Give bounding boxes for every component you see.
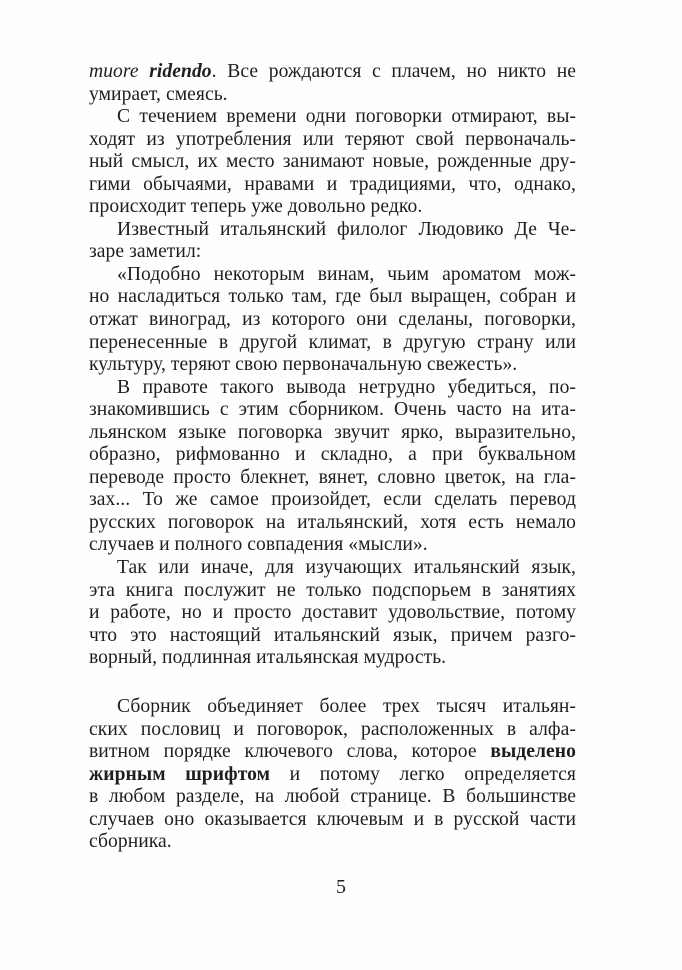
text-line bbox=[89, 196, 576, 219]
text-segment: ских пословиц и поговорок, расположенных в алфа- bbox=[89, 718, 576, 740]
text-line bbox=[89, 129, 576, 152]
text-segment: русских поговорок на итальянский, хотя есть немало bbox=[89, 511, 576, 533]
text-line bbox=[89, 512, 576, 535]
text-line bbox=[89, 241, 576, 264]
text-line bbox=[89, 831, 576, 854]
text-line bbox=[89, 219, 576, 242]
text-segment: переводе просто блекнет, вянет, словно цветок, на гла- bbox=[89, 466, 576, 488]
text-line bbox=[89, 809, 576, 832]
text-segment: . Все рождаются с плачем, но никто не bbox=[211, 61, 576, 82]
emphasized-text: выделено bbox=[490, 741, 576, 763]
text-segment: случаев оно оказывается ключевым и в русской части bbox=[89, 808, 576, 830]
text-segment: ный смысл, их место занимают новые, рожденные дру- bbox=[89, 151, 576, 173]
text-segment: Так или иначе, для изучающих итальянский язык, bbox=[117, 557, 576, 579]
text-line bbox=[89, 534, 576, 557]
text-block-collection-description bbox=[89, 696, 576, 854]
text-segment: эта книга послужит не только подспорьем в занятиях bbox=[89, 579, 576, 601]
text-line bbox=[89, 286, 576, 309]
text-segment: зах... То же самое произойдет, если сделать перевод bbox=[89, 489, 576, 511]
page-number: 5 bbox=[336, 876, 346, 898]
text-segment: случаев и полного совпадения «мысли». bbox=[89, 534, 428, 556]
text-line bbox=[89, 422, 576, 445]
text-segment: в любом разделе, на любой странице. В большинстве bbox=[89, 786, 576, 808]
text-block-main bbox=[89, 61, 576, 670]
text-line bbox=[89, 106, 576, 129]
text-segment: гими обычаями, нравами и традициями, что, однако, bbox=[89, 173, 576, 195]
text-segment: перенесенные в другой климат, в другую страну или bbox=[89, 331, 576, 353]
emphasized-text: muore bbox=[89, 61, 150, 82]
text-line bbox=[89, 332, 576, 355]
text-segment: ходят из употребления или теряют свой первоначаль- bbox=[89, 128, 576, 150]
text-segment: что это настоящий итальянский язык, причем разго- bbox=[89, 624, 576, 646]
text-line bbox=[89, 696, 576, 719]
text-line bbox=[89, 580, 576, 603]
text-line bbox=[89, 741, 576, 764]
text-line bbox=[89, 264, 576, 287]
text-segment: и потому легко определяется bbox=[270, 763, 576, 785]
text-segment: и работе, но и просто доставит удовольствие, потому bbox=[89, 602, 576, 624]
text-segment: льянском языке поговорка звучит ярко, выразительно, bbox=[89, 421, 576, 443]
text-segment: С течением времени одни поговорки отмирают, вы- bbox=[117, 106, 576, 128]
text-line bbox=[89, 84, 576, 107]
text-segment: заре заметил: bbox=[89, 241, 202, 263]
text-line bbox=[89, 377, 576, 400]
emphasized-text: жирным шрифтом bbox=[89, 763, 270, 785]
text-segment: «Подобно некоторым винам, чьим ароматом мож- bbox=[117, 263, 576, 285]
text-line bbox=[89, 309, 576, 332]
text-segment: В правоте такого вывода нетрудно убедиться, по- bbox=[117, 376, 576, 398]
text-segment: Сборник объединяет более трех тысяч итальян- bbox=[117, 696, 576, 717]
text-line bbox=[89, 764, 576, 787]
text-line bbox=[89, 625, 576, 648]
text-segment: культуру, теряют свою первоначальную свежесть». bbox=[89, 354, 518, 376]
text-segment: сборника. bbox=[89, 831, 172, 853]
text-segment: умирает, смеясь. bbox=[89, 83, 228, 105]
text-segment: образно, рифмованно и складно, а при буквальном bbox=[89, 444, 576, 466]
text-line bbox=[89, 399, 576, 422]
text-line bbox=[89, 489, 576, 512]
text-line bbox=[89, 719, 576, 742]
text-line bbox=[89, 61, 576, 84]
text-line bbox=[89, 557, 576, 580]
text-line bbox=[89, 647, 576, 670]
text-line bbox=[89, 786, 576, 809]
text-line bbox=[89, 602, 576, 625]
emphasized-text: ridendo bbox=[149, 61, 212, 82]
text-segment: происходит теперь уже довольно редко. bbox=[89, 196, 423, 218]
text-segment: витном порядке ключевого слова, которое bbox=[89, 741, 491, 763]
text-line bbox=[89, 467, 576, 490]
text-segment: отжат виноград, из которого они сделаны, поговорки, bbox=[89, 309, 576, 331]
text-line bbox=[89, 174, 576, 197]
text-segment: ворный, подлинная итальянская мудрость. bbox=[89, 647, 447, 669]
text-segment: знакомившись с этим сборником. Очень часто на ита- bbox=[89, 399, 576, 421]
text-segment: Известный итальянский филолог Людовико Де Че- bbox=[117, 218, 576, 240]
text-line bbox=[89, 354, 576, 377]
text-line bbox=[89, 151, 576, 174]
text-line bbox=[89, 444, 576, 467]
text-segment: но насладиться только там, где был выращен, собран и bbox=[89, 286, 576, 308]
